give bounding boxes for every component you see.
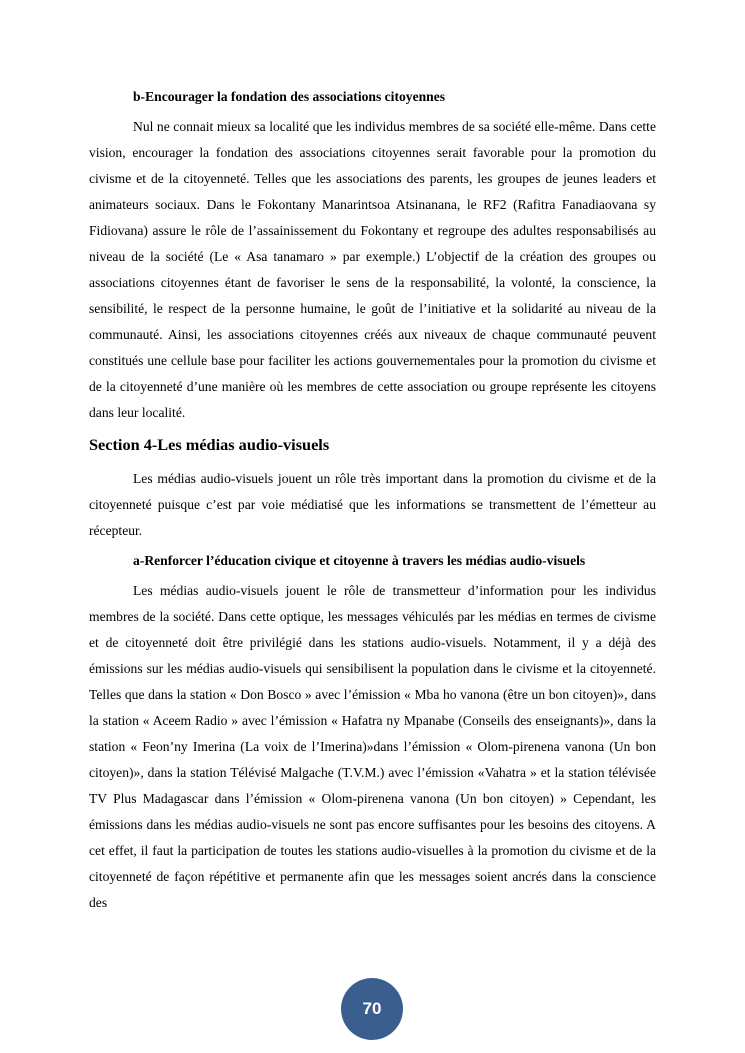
page-number-badge: 70 — [341, 978, 403, 1040]
paragraph-media-intro: Les médias audio-visuels jouent un rôle très important dans la promotion du civisme et de la citoyenneté puisque c’est par voie médiatisé que les informations se transmettent de l’émetteur au récepteur. — [89, 471, 656, 538]
paragraph-associations: Nul ne connait mieux sa localité que les individus membres de sa société elle-même. Dans cette vision, encourager la fondation des associations citoyennes serait favorable pour la promotion du civisme et de la citoyenneté. Telles que les associations des parents, les groupes de jeunes leaders et animateurs sociaux. Dans le Fokontany Manarintsoa Atsinanana, le RF2 (Rafitra Fanadiaovana sy Fidiovana) assure le rôle de l’assainissement du Fokontany et regroupe des adultes responsabilisés au niveau de la société (Le « Asa tanamaro » par exemple.) L’objectif de la création des groupes ou associations citoyennes étant de favoriser le sens de la responsabilité, la volonté, la conscience, la sensibilité, le respect de la personne humaine, le goût de l’initiative et la solidarité au niveau de la communauté. Ainsi, les associations citoyennes créés aux niveaux de chaque communauté peuvent constitués une cellule base pour faciliter les actions gouvernementales pour la promotion du civisme et de la citoyenneté d’une manière où les membres de cette association ou groupe représente les citoyens dans leur localité. — [89, 119, 656, 420]
paragraph-media-education: Les médias audio-visuels jouent le rôle de transmetteur d’information pour les individus membres de la société. Dans cette optique, les messages véhiculés par les médias en termes de civisme et de citoyenneté doit être privilégié dans les stations audio-visuels. Notamment, il y a déjà des émissions sur les médias audio-visuels qui sensibilisent la population dans le civisme et la citoyenneté. Telles que dans la station « Don Bosco » avec l’émission « Mba ho vanona (être un bon citoyen)», dans la station « Aceem Radio » avec l’émission « Hafatra ny Mpanabe (Conseils des enseignants)», dans la station « Feon’ny Imerina (La voix de l’Imerina)»dans l’émission « Olom-pirenena vanona (Un bon citoyen)», dans la station Télévisé Malgache (T.V.M.) avec l’émission «Vahatra » et la station télévisée TV Plus Madagascar dans l’émission « Olom-pirenena vanona (Un bon citoyen) » Cependant, les émissions dans les médias audio-visuels ne sont pas encore suffisantes pour les besoins des citoyens. A cet effet, il faut la participation de toutes les stations audio-visuelles à la promotion du civisme et de la citoyenneté de façon répétitive et permanente afin que les messages soient ancrés dans la conscience des — [89, 583, 656, 910]
section-title: Section 4-Les médias audio-visuels — [89, 435, 330, 454]
subheading-a: a-Renforcer l’éducation civique et citoyenne à travers les médias audio-visuels — [133, 553, 586, 568]
document-page — [89, 84, 656, 920]
subheading-b: b-Encourager la fondation des associations citoyennes — [133, 89, 446, 104]
